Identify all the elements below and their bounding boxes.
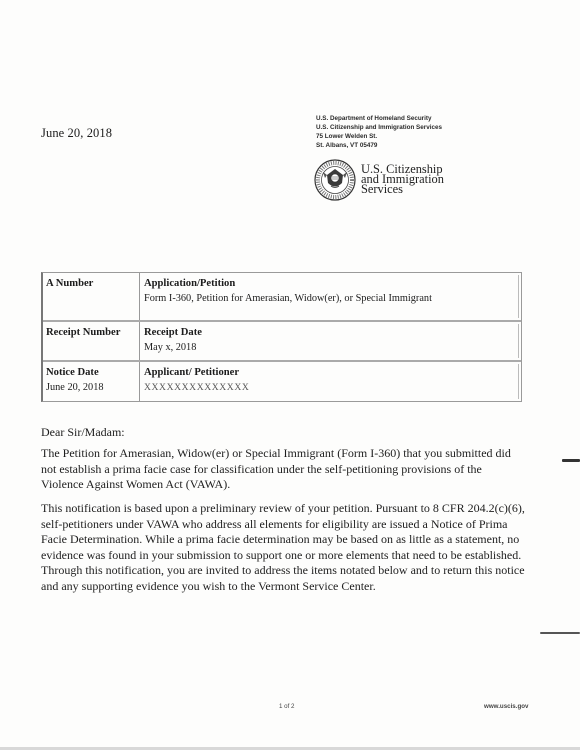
agency-line: and Immigration: [361, 172, 444, 187]
scan-mark: [562, 459, 580, 462]
receipt-date-value: May x, 2018: [144, 342, 197, 353]
notice-date-cell: [43, 362, 139, 401]
a-number-label: A Number: [46, 278, 94, 289]
agency-name: [361, 164, 444, 195]
address-line: 75 Lower Welden St.: [316, 133, 378, 140]
notice-date-label: Notice Date: [46, 367, 99, 378]
application-value: Form I-360, Petition for Amerasian, Widow(er), or Special Immigrant: [144, 293, 432, 304]
receipt-date-label: Receipt Date: [144, 327, 202, 338]
page-number: 1 of 2: [279, 703, 295, 710]
sender-address: [316, 114, 442, 150]
letter-date: June 20, 2018: [41, 126, 113, 140]
table-row: [43, 360, 521, 401]
scan-mark: [540, 632, 580, 634]
agency-line: Services: [361, 182, 403, 197]
application-cell: [139, 273, 521, 320]
notice-date-value: June 20, 2018: [46, 382, 104, 393]
case-info-table: [41, 272, 522, 402]
address-line: U.S. Department of Homeland Security: [316, 115, 432, 122]
agency-line: U.S. Citizenship: [361, 162, 443, 176]
address-line: St. Albans, VT 05479: [316, 142, 378, 149]
application-label: Application/Petition: [144, 278, 236, 289]
salutation: Dear Sir/Madam:: [41, 425, 125, 439]
applicant-cell: [139, 362, 521, 401]
receipt-number-cell: [43, 322, 139, 360]
body-paragraph: This notification is based upon a preliminary review of your petition. Pursuant to 8 CFR 204.2(c)(6), self-petitioners under VAWA who address all elements for eligibility are issued a Notice of Prima Facie Determination. While a prima facie determination may be based on as little as a statement, no evidence was found in your submission to support one or more elements that need to be established. Through this notification, you are invited to address the items notated below and to return this notice and any supporting evidence you wish to the Vermont Service Center.: [41, 501, 525, 593]
receipt-number-label: Receipt Number: [46, 327, 121, 338]
dhs-seal-icon: [314, 159, 356, 201]
address-line: U.S. Citizenship and Immigration Services: [316, 124, 442, 131]
footer-website: www.uscis.gov: [484, 703, 529, 710]
body-paragraph: The Petition for Amerasian, Widow(er) or Special Immigrant (Form I-360) that you submitted did not establish a prima facie case for classification under the self-petitioning provisions of the Violence Against Women Act (VAWA).: [41, 446, 511, 492]
table-row: [43, 273, 521, 320]
receipt-date-cell: [139, 322, 521, 360]
a-number-cell: [43, 273, 139, 320]
applicant-label: Applicant/ Petitioner: [144, 367, 240, 378]
table-row: [43, 320, 521, 360]
applicant-value: XXXXXXXXXXXXXX: [144, 382, 250, 393]
